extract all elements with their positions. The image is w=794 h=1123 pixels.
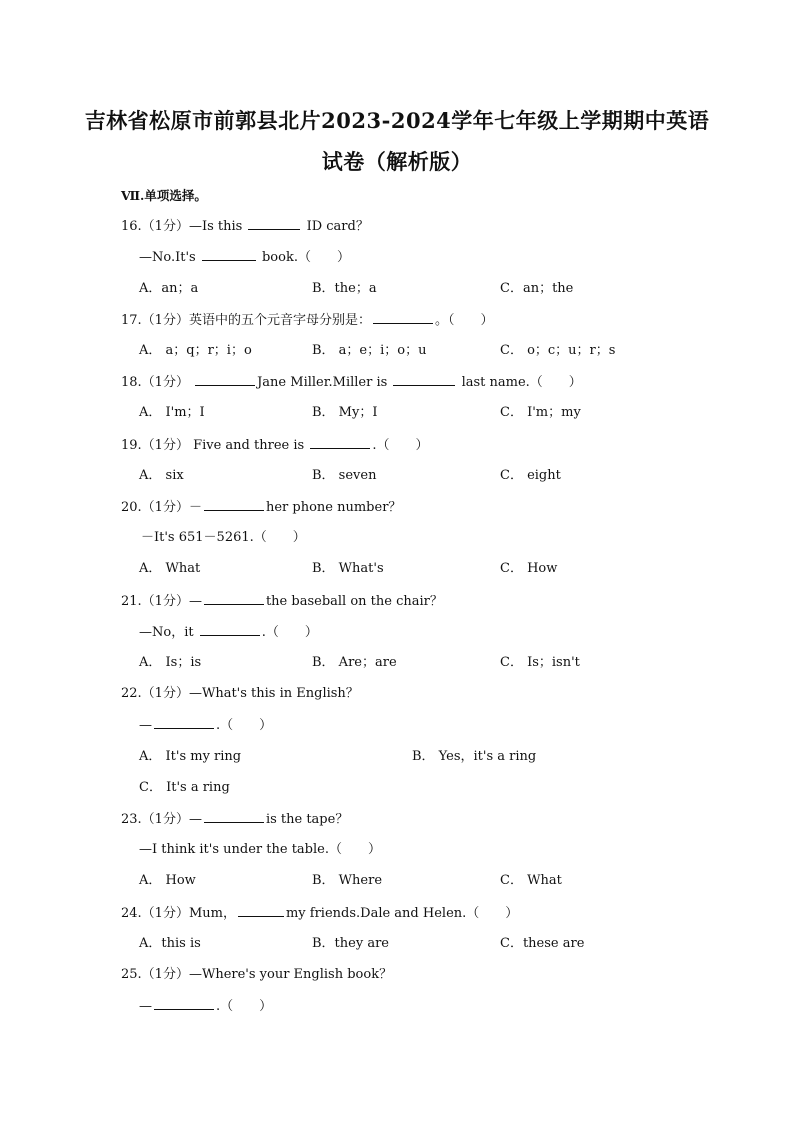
page-title-line2: 试卷（解析版）: [321, 149, 473, 174]
stem-text: last name.（ ）: [457, 375, 582, 390]
option-a[interactable]: A．this is: [139, 936, 201, 951]
option-c[interactable]: C． eight: [500, 468, 561, 483]
question-number: 23.（1分）: [121, 812, 189, 827]
option-b[interactable]: B． Where: [312, 873, 383, 888]
question-21-stem: [121, 592, 443, 611]
stem-text: .（ ）: [372, 438, 429, 453]
question-18-stem: [121, 373, 582, 392]
option-c[interactable]: C．these are: [500, 936, 585, 951]
stem-text: her phone number？: [265, 500, 402, 515]
stem-text: —No.It's: [139, 250, 200, 265]
question-number: 20.（1分）: [121, 500, 189, 515]
option-b[interactable]: B． Are；are: [312, 655, 397, 670]
option-a[interactable]: A． What: [139, 561, 201, 576]
option-b[interactable]: B．they are: [312, 936, 389, 951]
stem-text: is the tape？: [265, 812, 349, 827]
option-c[interactable]: C． What: [500, 873, 562, 888]
answer-blank: [154, 716, 214, 729]
page-title-line1: 吉林省松原市前郭县北片2023-2024学年七年级上学期期中英语: [84, 108, 710, 133]
question-22-stem: [121, 685, 359, 703]
question-21-line2: [139, 623, 318, 642]
question-23-line2: —I think it's under the table.（ ）: [139, 842, 381, 857]
answer-blank: [200, 623, 260, 636]
answer-blank: [202, 248, 256, 261]
option-b[interactable]: B．the；a: [312, 281, 377, 296]
question-16-stem: [121, 217, 369, 236]
stem-text: —: [139, 718, 152, 733]
option-b[interactable]: B． a；e；i；o；u: [312, 343, 427, 358]
question-25-line2: [139, 997, 272, 1016]
option-c[interactable]: C． How: [500, 561, 558, 576]
stem-text: —: [139, 999, 152, 1014]
option-a[interactable]: A． It's my ring: [139, 749, 242, 764]
answer-blank: [204, 592, 264, 605]
question-number: 19.（1分）: [121, 438, 189, 453]
option-a[interactable]: A．an；a: [139, 281, 199, 296]
answer-blank: [154, 997, 214, 1010]
option-a[interactable]: A． Is；is: [139, 655, 202, 670]
stem-text: book.（ ）: [257, 250, 350, 265]
question-17-stem: [121, 311, 493, 330]
option-c[interactable]: C．an；the: [500, 281, 574, 296]
question-number: 16.（1分）: [121, 219, 189, 234]
stem-text: 。（ ）: [434, 313, 494, 328]
stem-text: —Where's your English book？: [188, 967, 393, 982]
question-19-stem: [121, 436, 428, 455]
answer-blank: [195, 373, 255, 386]
stem-text: Mum，: [188, 906, 236, 921]
option-a[interactable]: A． a；q；r；i；o: [139, 343, 252, 358]
question-number: 17.（1分）: [121, 313, 189, 328]
answer-blank: [204, 810, 264, 823]
question-number: 22.（1分）: [121, 686, 189, 701]
option-b[interactable]: B． seven: [312, 468, 377, 483]
stem-text: the baseball on the chair？: [265, 594, 443, 609]
stem-text: Jane Miller.Miller is: [257, 375, 392, 390]
question-number: 24.（1分）: [121, 906, 189, 921]
stem-text: —Is this: [188, 219, 247, 234]
stem-text: 英语中的五个元音字母分别是：: [188, 313, 371, 328]
question-16-line2: [139, 248, 350, 267]
stem-text: ID card？: [302, 219, 369, 234]
option-c[interactable]: C． I'm；my: [500, 405, 581, 420]
answer-blank: [310, 436, 370, 449]
answer-blank: [248, 217, 300, 230]
stem-text: －: [188, 500, 202, 515]
question-23-stem: [121, 810, 348, 829]
stem-text: —What's this in English？: [188, 686, 359, 701]
question-24-stem: [121, 904, 518, 923]
stem-text: .（ ）: [216, 718, 273, 733]
option-b[interactable]: B． Yes，it's a ring: [412, 749, 537, 764]
option-a[interactable]: A． I'm；I: [139, 405, 205, 420]
stem-text: .（ ）: [216, 999, 273, 1014]
question-20-line2: －It's 651－5261.（ ）: [141, 530, 306, 545]
answer-blank: [373, 311, 433, 324]
stem-text: —: [188, 812, 202, 827]
stem-text: —No，it: [139, 625, 198, 640]
answer-blank: [238, 904, 284, 917]
option-a[interactable]: A． six: [139, 468, 184, 483]
stem-text: Five and three is: [188, 438, 309, 453]
section-heading: Ⅶ.单项选择。: [121, 188, 207, 203]
stem-text: my friends.Dale and Helen.（ ）: [285, 906, 519, 921]
answer-blank: [393, 373, 455, 386]
option-b[interactable]: B． My；I: [312, 405, 378, 420]
option-c[interactable]: C． It's a ring: [139, 780, 230, 795]
option-c[interactable]: C． o；c；u；r；s: [500, 343, 616, 358]
question-22-line2: [139, 716, 272, 735]
option-a[interactable]: A． How: [139, 873, 196, 888]
question-25-stem: [121, 966, 392, 984]
option-c[interactable]: C． Is；isn't: [500, 655, 580, 670]
question-number: 18.（1分）: [121, 375, 189, 390]
option-b[interactable]: B． What's: [312, 561, 384, 576]
question-number: 21.（1分）: [121, 594, 189, 609]
stem-text: —: [188, 594, 202, 609]
question-number: 25.（1分）: [121, 967, 189, 982]
stem-text: [189, 375, 193, 390]
answer-blank: [204, 498, 264, 511]
stem-text: .（ ）: [261, 625, 318, 640]
question-20-stem: [121, 498, 401, 517]
